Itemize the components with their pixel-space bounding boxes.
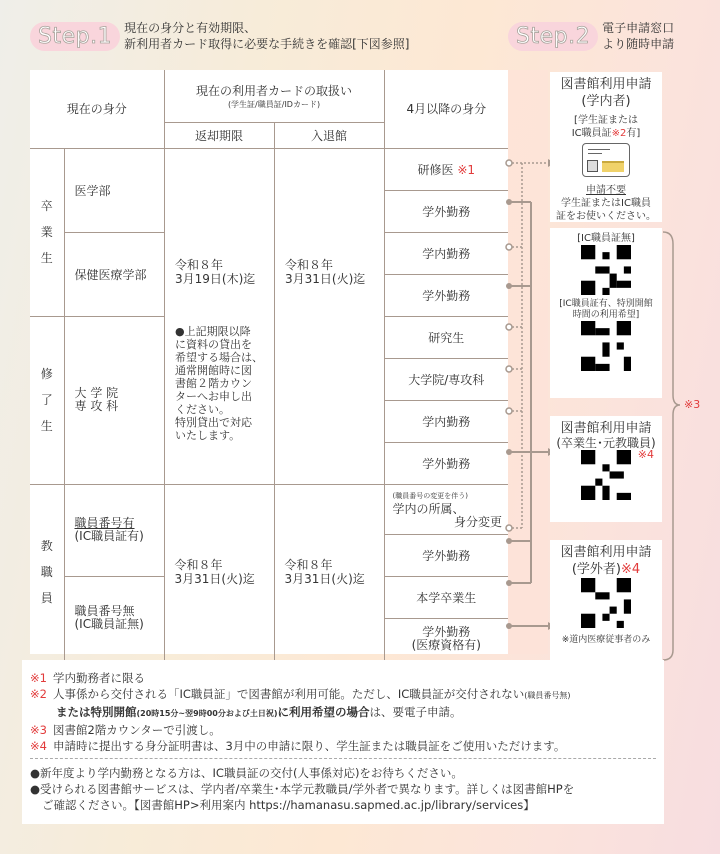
after-status-research-student: 研究生 — [384, 316, 508, 358]
header-card-handling: 現在の利用者カードの取扱い (学生証/職員証/IDカード) — [164, 70, 384, 122]
bullet-1: ●新年度より学内勤務となる方は、IC職員証の交付(人事係対応)をお待ちください。 — [30, 766, 463, 780]
after-status-internal-change: (職員番号の変更を伴う) 学内の所属、 身分変更 — [384, 484, 508, 534]
step-2-badge: Step.2 — [508, 22, 598, 51]
divider — [30, 758, 656, 759]
after-status-alumni: 本学卒業生 — [384, 576, 508, 618]
note-1: ※1 学内勤務者に限る — [30, 671, 145, 685]
note-2-cont: または特別開館(20時15分~翌9時00分および土日祝)に利用希望の場合は、要電子申請。 — [56, 705, 462, 719]
panel-alumni-application: 図書館利用申請 (卒業生･元教職員) ※4 — [550, 416, 662, 522]
panel-internal-application: 図書館利用申請 (学内者) [学生証または IC職員証※2有] 申請不要 学生証またはIC職員 証をお使いください。 — [550, 72, 662, 222]
note-2: ※2 人事係から交付される「IC職員証」で図書館が利用可能。ただし、IC職員証が交付されない(職員番号無) — [30, 687, 571, 701]
step-1-line2: 新利用者カード取得に必要な手続きを確認[下図参照] — [124, 37, 410, 51]
header-return-deadline: 返却期限 — [164, 122, 274, 148]
return-deadline-staff: 令和８年 3月31日(火)迄 — [164, 484, 274, 660]
category-completers: 修 了 生 — [30, 316, 64, 484]
entry-exit-staff: 令和８年 3月31日(火)迄 — [274, 484, 384, 660]
after-status-external-work: 学外勤務 — [384, 274, 508, 316]
bullet-2-cont: ご確認ください。【図書館HP>利用案内 https://hamanasu.sapmed.ac.jp/library/services】 — [42, 798, 535, 812]
qr-code-icon[interactable] — [581, 245, 631, 295]
after-status-graduate-school: 大学院/専攻科 — [384, 358, 508, 400]
after-status-internal-work: 学内勤務 — [384, 232, 508, 274]
special-loan-note: ●上記期限以降 に資料の貸出を 希望する場合は、 通常開館時に図 書館２階カウン ターへお申し出 ください。 特別貸出で対応 いたします。 — [175, 325, 263, 442]
dept-staff-with-number: 職員番号有 (IC職員証有) — [64, 484, 164, 576]
panel-external-application: 図書館利用申請 (学外者)※4 ※道内医療従事者のみ — [550, 540, 662, 660]
after-status-external-medical: 学外勤務 (医療資格有) — [384, 618, 508, 660]
id-card-icon — [582, 143, 630, 177]
step-1-header — [30, 20, 409, 52]
note-4: ※4 申請時に提出する身分証明書は、3月中の申請に限り、学生証または職員証をご使用いただけます。 — [30, 739, 566, 753]
after-status-external-work: 学外勤務 — [384, 442, 508, 484]
header-current-status: 現在の身分 — [30, 70, 164, 148]
step-2-line2: より随時申請 — [602, 37, 675, 51]
note-3: ※3 図書館2階カウンターで引渡し。 — [30, 723, 221, 737]
status-table — [30, 70, 508, 654]
after-status-internal-work: 学内勤務 — [384, 400, 508, 442]
bullet-2: ●受けられる図書館サービスは、学内者/卒業生･本学元教職員/学外者で異なります。詳しくは図書館HPを — [30, 782, 575, 796]
after-status-external-work: 学外勤務 — [384, 534, 508, 576]
dept-medicine: 医学部 — [64, 148, 164, 232]
dept-graduate-school: 大 学 院 専 攻 科 — [64, 316, 164, 484]
after-status-external-work: 学外勤務 — [384, 190, 508, 232]
step-2-line1: 電子申請窓口 — [602, 21, 675, 35]
dept-health-sciences: 保健医療学部 — [64, 232, 164, 316]
step-1-badge: Step.1 — [30, 22, 120, 51]
qr-code-icon[interactable] — [581, 321, 631, 371]
step-2-header — [508, 20, 674, 52]
notes-section — [22, 660, 664, 824]
step-1-line1: 現在の身分と有効期限、 — [124, 21, 257, 35]
qr-code-icon[interactable] — [581, 450, 631, 500]
header-entry-exit: 入退館 — [274, 122, 384, 148]
after-status-resident: 研修医 ※1 — [384, 148, 508, 190]
qr-code-icon[interactable] — [581, 578, 631, 628]
header-status-after-april: 4月以降の身分 — [384, 70, 508, 148]
entry-exit-students-text: 令和８年 3月31日(火)迄 — [285, 258, 366, 286]
dept-staff-without-number: 職員番号無 (IC職員証無) — [64, 576, 164, 660]
return-deadline-students-text: 令和８年 3月19日(木)迄 — [175, 258, 256, 286]
category-graduates: 卒 業 生 — [30, 148, 64, 316]
bracket-note-mark: ※3 — [684, 398, 701, 411]
entry-exit-students — [274, 148, 384, 484]
category-staff: 教 職 員 — [30, 484, 64, 660]
panel-internal-qr-codes: [IC職員証無] [IC職員証有、特別開館 時間の利用希望] — [550, 228, 662, 398]
